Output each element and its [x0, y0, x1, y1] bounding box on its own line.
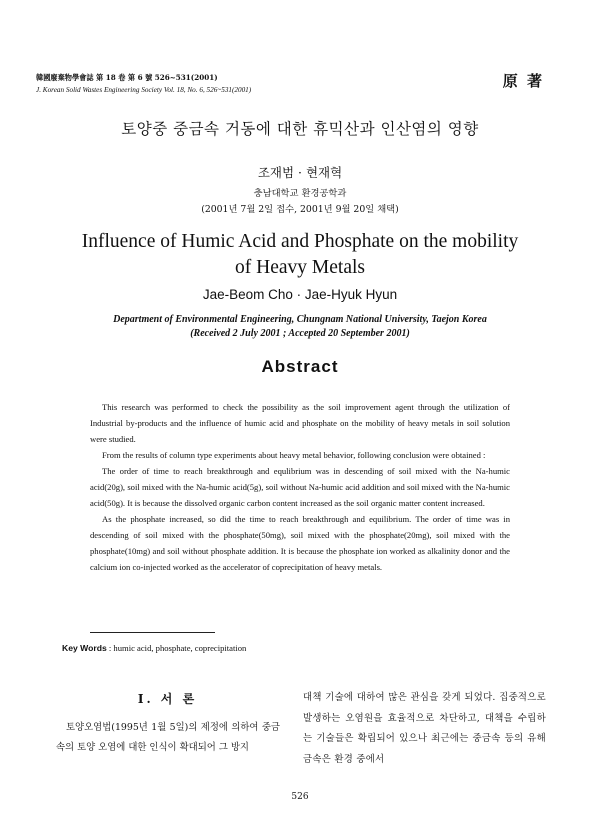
- article-type: 原 著: [502, 72, 544, 90]
- english-title-line1: Influence of Humic Acid and Phosphate on the mobility: [81, 231, 519, 252]
- abstract-body: [90, 399, 510, 575]
- keywords-label: Key Words: [62, 643, 107, 653]
- abstract-paragraph: This research was performed to check the possibility as the soil improvement agent through the utilization of Industrial by-products and the influence of humic acid and phosphate on the mobility of heavy metals in soil solution were studied.: [90, 402, 510, 444]
- keywords-divider: [90, 632, 215, 633]
- korean-affiliation: 충남대학교 환경공학과: [253, 188, 347, 199]
- abstract-paragraph: As the phosphate increased, so did the time to reach breakthrough and equilibrium. The order of time was in descending of soil mixed with the phosphate(50mg), soil mixed with the phosphate(20mg), soil mixed with the phosphate(10mg) and soil without phosphate addition. It is because the phosphate ion worked as alkalinity donor and the calcium ion co-injected worked as the accelerator of coprecipitation of heavy metals.: [90, 514, 510, 572]
- body-right-column: [303, 688, 546, 770]
- body-left-text: 토양오염법(1995년 1월 5일)의 제정에 의하여 중금속의 토양 오염에 대한 인식이 확대되어 그 방지: [56, 722, 280, 753]
- page-number: 526: [291, 792, 309, 802]
- keywords-text: : humic acid, phosphate, coprecipitation: [106, 643, 247, 653]
- section-title: Ⅰ. 서 론: [137, 692, 198, 706]
- korean-authors: 조재범 · 현재혁: [257, 165, 343, 180]
- body-right-text: 대책 기술에 대하여 많은 관심을 갖게 되었다. 집중적으로 발생하는 오염원을 효율적으로 차단하고, 대책을 수립하는 기술들은 확립되어 있으나 최근에는 중금속 등의 유해 금속은 환경 중에서: [303, 692, 546, 765]
- korean-dates: (2001년 7월 2일 접수, 2001년 9월 20일 채택): [201, 204, 399, 215]
- abstract-paragraph: From the results of column type experiments about heavy metal behavior, following conclusion were obtained :: [102, 450, 486, 460]
- korean-title: 토양중 중금속 거동에 대한 휴믹산과 인산염의 영향: [121, 120, 479, 138]
- journal-info: [36, 72, 251, 96]
- english-dates: (Received 2 July 2001 ; Accepted 20 September 2001): [190, 328, 410, 339]
- english-title: [0, 229, 600, 281]
- english-title-line2: of Heavy Metals: [235, 257, 365, 278]
- abstract-paragraph: The order of time to reach breakthrough and equlibrium was in descending of soil mixed with the Na-humic acid(20g), soil mixed with the Na-humic acid(5g), soil without Na-humic acid addition and soil mixed with the Na-humic acid(50g). It is because the dissolved organic carbon content increased as the soil organic matter content increased.: [90, 466, 510, 508]
- body-left-column: [56, 718, 280, 758]
- english-affiliation-block: [0, 313, 600, 341]
- journal-korean: 韓國廢棄物學會誌 第 18 卷 第 6 號 526~531(2001): [36, 73, 218, 82]
- abstract-heading: Abstract: [261, 357, 339, 376]
- journal-english: J. Korean Solid Wastes Engineering Society Vol. 18, No. 6, 526~531(2001): [36, 86, 252, 94]
- english-authors: Jae-Beom Cho · Jae-Hyuk Hyun: [202, 287, 398, 302]
- keywords: [62, 643, 246, 653]
- english-affiliation: Department of Environmental Engineering, Chungnam National University, Taejon Korea: [113, 314, 487, 325]
